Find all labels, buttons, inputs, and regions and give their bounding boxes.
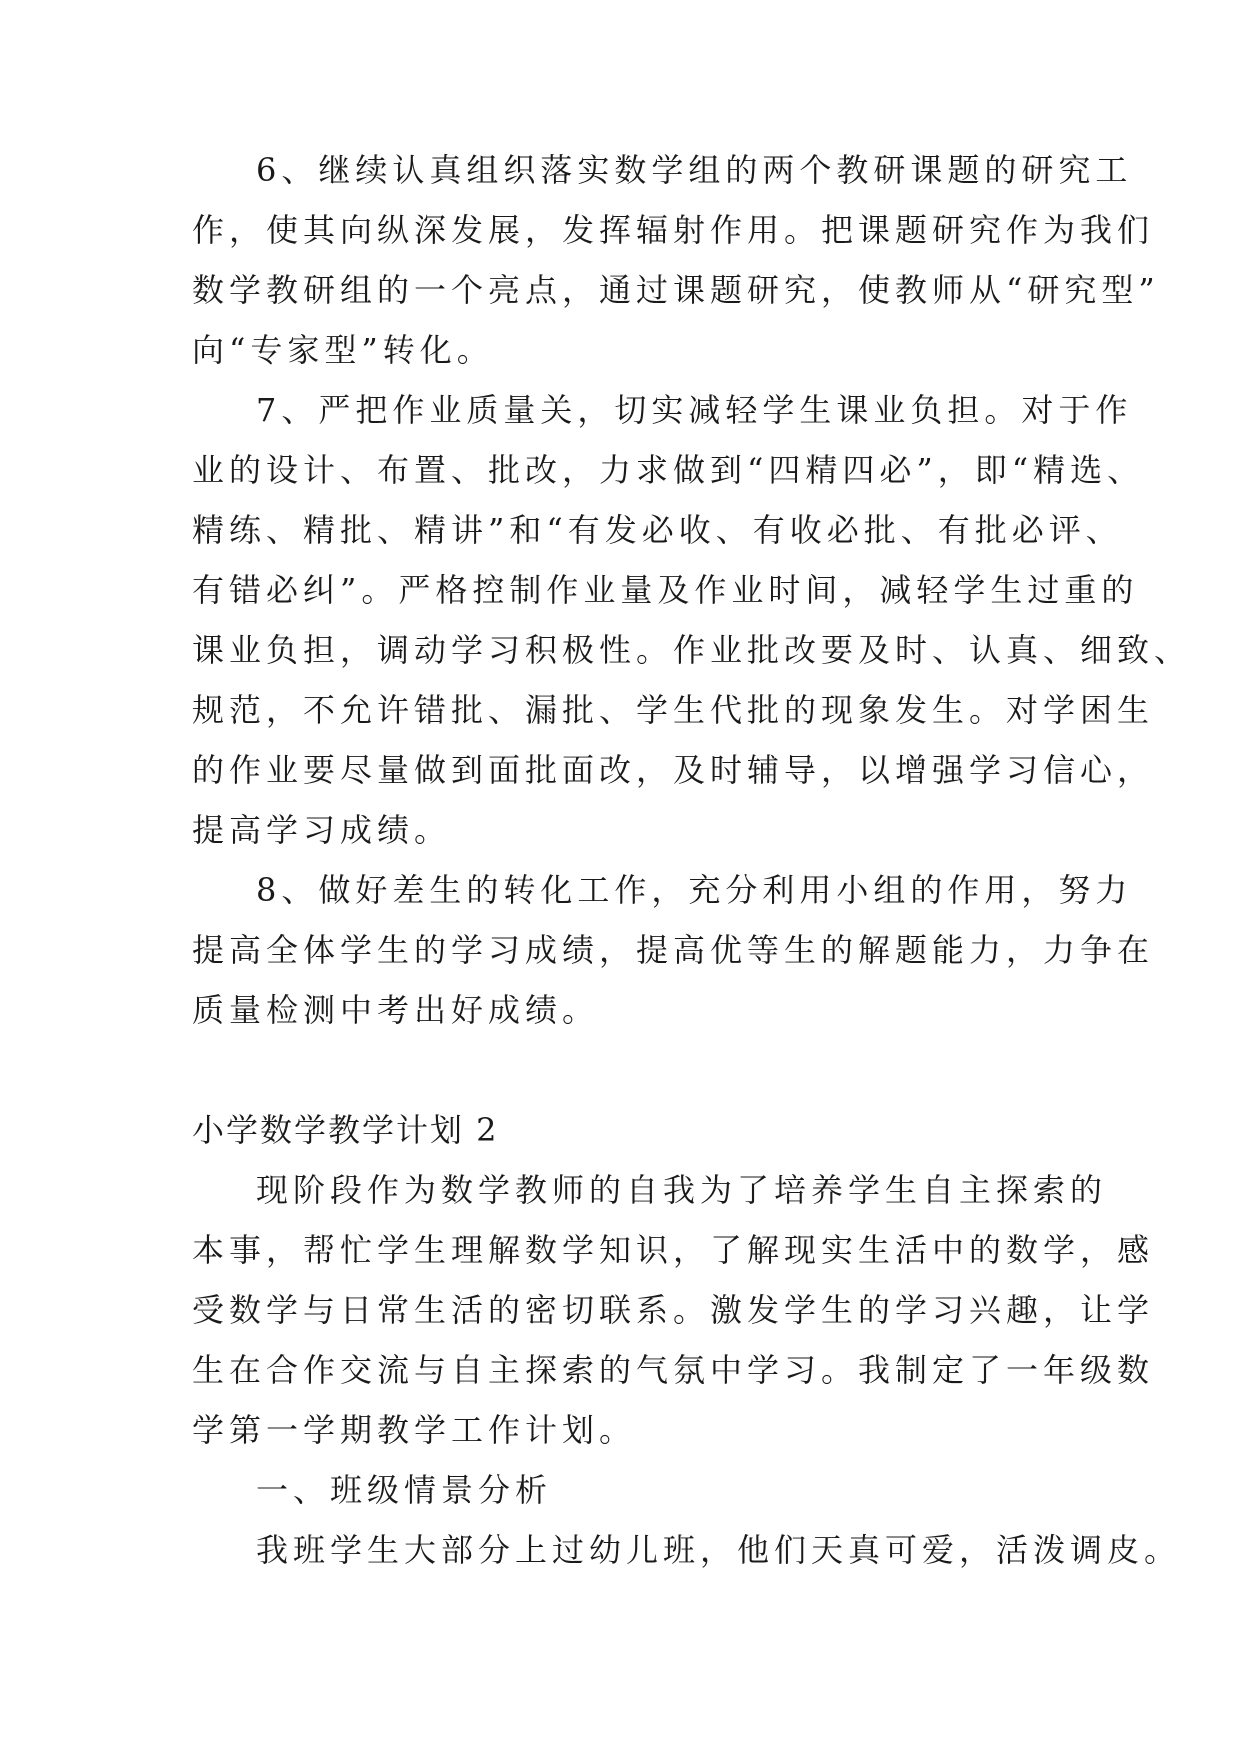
subheading-class-analysis: 一、班级情景分析 xyxy=(256,1471,553,1509)
paragraph-7-line-5: 课业负担，调动学习积极性。作业批改要及时、认真、细致、 xyxy=(192,631,1192,669)
intro-paragraph-line-4: 生在合作交流与自主探索的气氛中学习。我制定了一年级数 xyxy=(192,1351,1155,1389)
intro-paragraph-line-1: 现阶段作为数学教师的自我为了培养学生自主探索的 xyxy=(256,1171,1108,1209)
paragraph-7-line-6: 规范，不允许错批、漏批、学生代批的现象发生。对学困生 xyxy=(192,691,1155,729)
paragraph-7-line-4: 有错必纠”。严格控制作业量及作业时间，减轻学生过重的 xyxy=(192,571,1139,609)
paragraph-6-line-2: 作，使其向纵深发展，发挥辐射作用。把课题研究作为我们 xyxy=(192,211,1155,249)
intro-paragraph-line-5: 学第一学期教学工作计划。 xyxy=(192,1411,637,1449)
analysis-paragraph-line-1: 我班学生大部分上过幼儿班，他们天真可爱，活泼调皮。 xyxy=(256,1531,1182,1569)
paragraph-7-line-8: 提高学习成绩。 xyxy=(192,811,452,849)
paragraph-7-line-7: 的作业要尽量做到面批面改，及时辅导，以增强学习信心， xyxy=(192,751,1155,789)
intro-paragraph-line-3: 受数学与日常生活的密切联系。激发学生的学习兴趣，让学 xyxy=(192,1291,1155,1329)
paragraph-6-line-4: 向“专家型”转化。 xyxy=(192,331,494,369)
paragraph-7-line-2: 业的设计、布置、批改，力求做到“四精四必”，即“精选、 xyxy=(192,451,1145,489)
paragraph-7-line-3: 精练、精批、精讲”和“有发必收、有收必批、有批必评、 xyxy=(192,511,1123,549)
paragraph-6-line-3: 数学教研组的一个亮点，通过课题研究，使教师从“研究型” xyxy=(192,271,1160,309)
intro-paragraph-line-2: 本事，帮忙学生理解数学知识，了解现实生活中的数学，感 xyxy=(192,1231,1155,1269)
paragraph-8-line-1: 8、做好差生的转化工作，充分利用小组的作用，努力 xyxy=(256,871,1133,909)
paragraph-6-line-1: 6、继续认真组织落实数学组的两个教研课题的研究工 xyxy=(256,151,1133,189)
paragraph-7-line-1: 7、严把作业质量关，切实减轻学生课业负担。对于作 xyxy=(256,391,1133,429)
paragraph-8-line-2: 提高全体学生的学习成绩，提高优等生的解题能力，力争在 xyxy=(192,931,1155,969)
section-heading: 小学数学教学计划 2 xyxy=(192,1111,499,1149)
paragraph-8-line-3: 质量检测中考出好成绩。 xyxy=(192,991,600,1029)
